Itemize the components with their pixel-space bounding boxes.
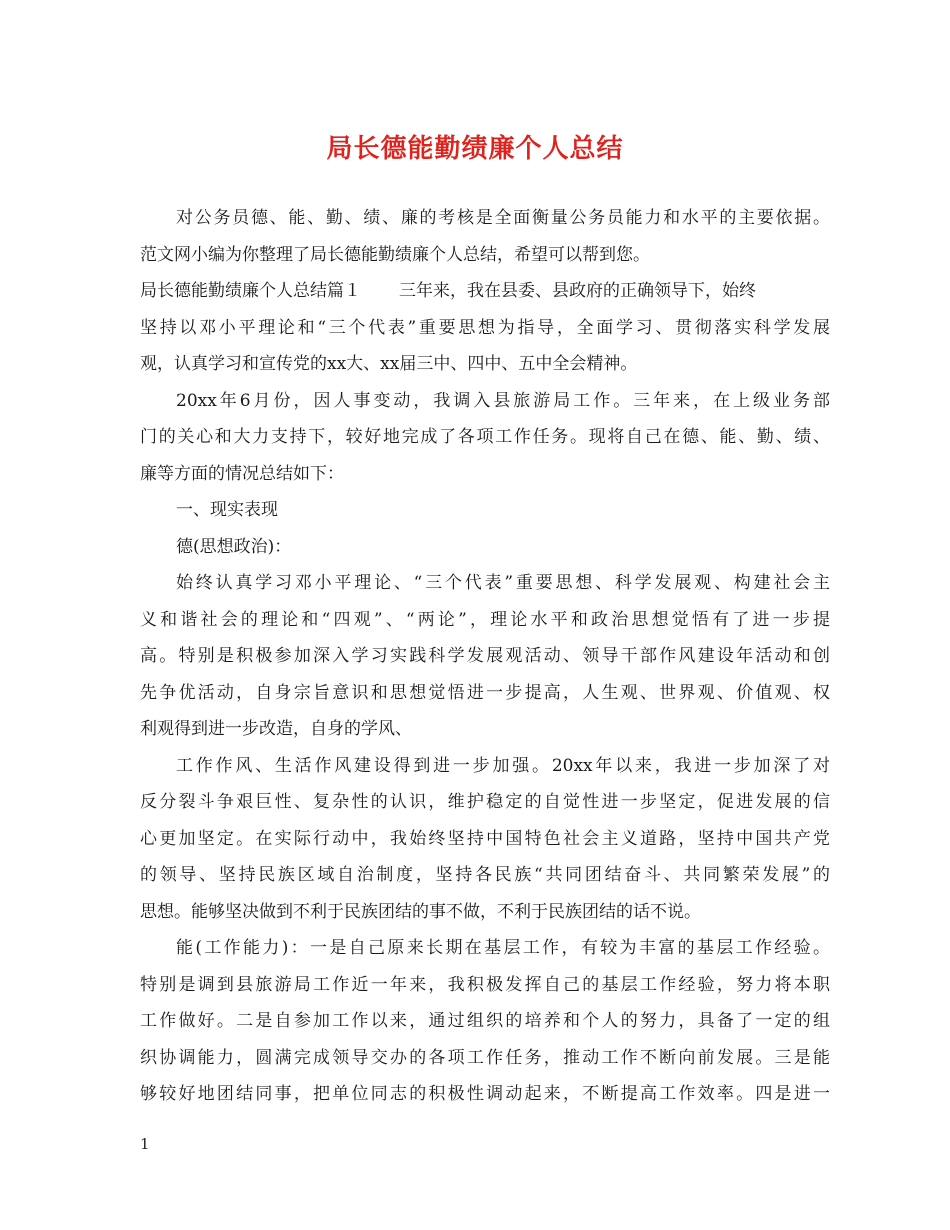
document-body (140, 200, 830, 1113)
section-heading: 一、现实表现 (176, 500, 278, 520)
paragraph-line: 坚持以邓小平理论和“三个代表”重要思想为指导，全面学习、贯彻落实科学发展 (140, 317, 830, 338)
paragraph-line: 门的关心和大力支持下，较好地完成了各项工作任务。现将自己在德、能、勤、绩、 (140, 427, 830, 447)
paragraph-line: 思想。能够坚决做到不利于民族团结的事不做，不利于民族团结的话不说。 (140, 901, 701, 922)
paragraph-line: 范文网小编为你整理了局长德能勤绩廉个人总结，希望可以帮到您。 (140, 244, 650, 265)
paragraph-line: 廉等方面的情况总结如下： (140, 463, 344, 484)
paragraph-line: 利观得到进一步改造，自身的学风、 (140, 719, 412, 739)
paragraph-text: 三年来，我在县委、县政府的正确领导下，始终 (399, 281, 756, 301)
paragraph-line: 对公务员德、能、勤、绩、廉的考核是全面衡量公务员能力和水平的主要依据。 (176, 208, 830, 228)
subsection-heading: 德(思想政治)： (176, 536, 292, 557)
paragraph-line: 能(工作能力)：一是自己原来长期在基层工作，有较为丰富的基层工作经验。 (176, 938, 830, 958)
paragraph-line: 高。特别是积极参加深入学习实践科学发展观活动、领导干部作风建设年活动和创 (140, 646, 830, 666)
page-number: 1 (140, 1135, 150, 1153)
document-title: 局长德能勤绩廉个人总结 (326, 134, 624, 164)
paragraph-line: 反分裂斗争艰巨性、复杂性的认识，维护稳定的自觉性进一步坚定，促进发展的信 (140, 792, 830, 812)
paragraph-line (140, 273, 830, 310)
paragraph-line: 工作作风、生活作风建设得到进一步加强。20xx年以来，我进一步加深了对 (176, 755, 830, 776)
paragraph-line: 的领导、坚持民族区域自治制度，坚持各民族“共同团结奋斗、共同繁荣发展”的 (140, 865, 830, 885)
paragraph-line: 20xx年6月份，因人事变动，我调入县旅游局工作。三年来，在上级业务部 (176, 390, 830, 411)
paragraph-line: 观，认真学习和宣传党的xx大、xx届三中、四中、五中全会精神。 (140, 354, 638, 374)
paragraph-line: 够较好地团结同事，把单位同志的积极性调动起来，不断提高工作效率。四是进一 (140, 1084, 830, 1104)
paragraph-line: 特别是调到县旅游局工作近一年来，我积极发挥自己的基层工作经验，努力将本职 (140, 974, 830, 995)
paragraph-line: 义和谐社会的理论和“四观”、“两论”，理论水平和政治思想觉悟有了进一步提 (140, 609, 830, 630)
paragraph-line: 先争优活动，自身宗旨意识和思想觉悟进一步提高，人生观、世界观、价值观、权 (140, 682, 830, 703)
section-heading: 局长德能勤绩廉个人总结篇１ (140, 281, 361, 301)
paragraph-line: 工作做好。二是自参加工作以来，通过组织的培养和个人的努力，具备了一定的组 (140, 1011, 830, 1031)
paragraph-line: 织协调能力，圆满完成领导交办的各项工作任务，推动工作不断向前发展。三是能 (140, 1047, 830, 1068)
paragraph-line: 始终认真学习邓小平理论、“三个代表”重要思想、科学发展观、构建社会主 (176, 573, 830, 593)
paragraph-line: 心更加坚定。在实际行动中，我始终坚持中国特色社会主义道路，坚持中国共产党 (140, 828, 830, 849)
